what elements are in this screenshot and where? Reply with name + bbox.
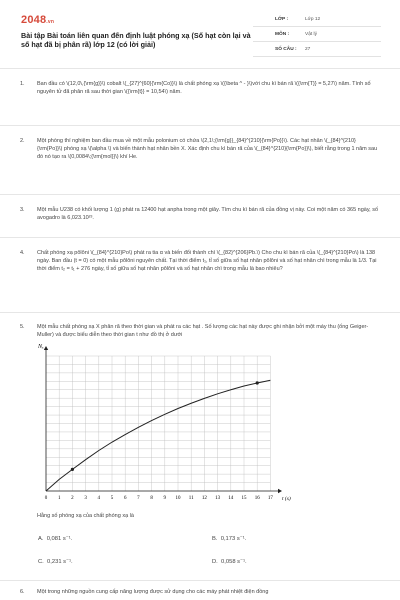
x-tick-label: 10 — [175, 496, 181, 501]
meta-value: Vật lý — [305, 32, 317, 37]
question-number: 6. — [20, 589, 25, 595]
option-value: 0,173 s⁻¹. — [220, 536, 247, 542]
decay-curve — [46, 380, 270, 491]
option-label: A. — [38, 536, 44, 542]
question-5-prompt — [20, 512, 380, 520]
x-tick-labels — [45, 496, 274, 501]
x-axis-label: t (s) — [282, 496, 291, 502]
meta-key: LỚP : — [275, 17, 289, 22]
option-value: 0,058 s⁻¹. — [221, 559, 247, 565]
meta-row-count — [253, 44, 381, 57]
option-value: 0,231 s⁻¹. — [47, 559, 73, 565]
x-tick-label: 14 — [228, 496, 234, 501]
x-tick-label: 7 — [137, 496, 140, 501]
question-text: Một trong những nguồn cung cấp năng lượng được sử dụng cho các máy phát nhiệt điện đồng — [37, 589, 269, 595]
x-tick-label: 5 — [110, 496, 114, 501]
option-label: D. — [212, 559, 218, 565]
question-5 — [20, 323, 380, 339]
x-tick-label: 8 — [150, 496, 153, 501]
chart-axes — [38, 344, 291, 502]
question-3 — [20, 206, 380, 222]
question-text: Hằng số phóng xạ của chất phóng xạ là — [37, 513, 134, 519]
marked-point — [71, 468, 74, 471]
question-number: 1. — [20, 81, 25, 87]
question-text: Chất phóng xạ pôlôni \(_{84}^{210}Po\) phát ra tia α và biến đổi thành chì \(_{82}^{206}Pb.\) Cho chu kì bán rã của \(_{84}^{210}Po\) là 138 ngày. Ban đầu (t = 0) có một mẫu pôlôni nguyên chất. Tại thời điểm t₁, tỉ số giữa số hạt nhân pôlôni và số hạt nhân chì trong mẫu là 1/3. Tại thời điểm t₂ = t₁ + 276 ngày, tỉ số giữa số hạt nhân pôlôni và số hạt nhân chì trong mẫu là bao nhiêu? — [37, 250, 377, 272]
section-divider — [0, 68, 400, 69]
x-tick-label: 6 — [123, 496, 127, 501]
question-4 — [20, 249, 380, 273]
section-divider — [0, 125, 400, 126]
section-divider — [0, 580, 400, 581]
option-label: C. — [38, 559, 44, 565]
x-tick-label: 2 — [71, 496, 74, 501]
x-tick-label: 3 — [84, 496, 87, 501]
x-tick-label: 12 — [201, 496, 207, 501]
option-value: 0,081 s⁻¹. — [46, 536, 73, 542]
y-axis-arrow — [44, 346, 48, 350]
x-tick-label: 15 — [241, 496, 247, 501]
option-c[interactable] — [38, 559, 73, 565]
section-divider — [0, 312, 400, 313]
x-tick-label: 9 — [163, 496, 167, 501]
section-divider — [0, 237, 400, 238]
section-divider — [0, 194, 400, 195]
x-tick-label: 17 — [267, 496, 273, 501]
question-text: Một mẫu U238 có khối lượng 1 (g) phát ra 12400 hạt anpha trong một giây. Tìm chu kì bán rã của đồng vị này. Coi một năm có 365 ngày, số avogadro là 6,023.10²³. — [37, 207, 379, 221]
site-logo[interactable] — [21, 14, 54, 26]
option-label: B. — [212, 536, 218, 542]
x-tick-label: 1 — [57, 496, 61, 501]
question-text: Ban đầu có \(12,0\,{\rm{g}}\) cobalt \(_{27}^{60}{\rm{Co}}\) là chất phóng xạ \({\beta ^ - }\)với chu kì bán rã \({\rm{T}} = 5,27\) năm. Tính số nguyên tử đã phân rã sau thời gian \({\rm{t}} = 10,54\) năm. — [37, 81, 371, 95]
question-number: 5. — [20, 324, 25, 330]
meta-table — [253, 14, 381, 59]
question-2 — [20, 137, 380, 161]
document-title: Bài tập Bài toán liên quan đến định luật phóng xạ (Số hạt còn lại và số hạt đã bị phân rã) lớp 12 (có lời giải) — [21, 31, 251, 49]
meta-row-subject — [253, 29, 381, 42]
x-tick-label: 16 — [254, 496, 260, 501]
meta-key: SỐ CÂU : — [275, 47, 297, 52]
option-b[interactable] — [212, 536, 246, 542]
meta-key: MÔN : — [275, 32, 290, 37]
question-number: 4. — [20, 250, 25, 256]
logo-suffix: .vn — [46, 19, 55, 25]
question-6 — [20, 588, 380, 596]
logo-text: 2048 — [21, 14, 47, 26]
x-tick-label: 0 — [44, 496, 48, 501]
x-axis-arrow — [278, 489, 282, 493]
marked-point — [256, 381, 259, 384]
meta-value: 27 — [305, 47, 311, 52]
chart-grid — [46, 356, 270, 491]
question-text: Một mẫu chất phóng xạ X phân rã theo thời gian và phát ra các hạt . Số lượng các hạt này được ghi nhận bởi một máy thu (ống Geiger-Muller) và được biểu diễn theo thời gian t như đồ thị ở dưới — [37, 324, 369, 338]
x-tick-label: 13 — [215, 496, 221, 501]
x-tick-label: 4 — [97, 496, 101, 501]
meta-value: Lớp 12 — [305, 17, 321, 22]
question-number: 2. — [20, 138, 25, 144]
x-tick-label: 11 — [188, 496, 194, 501]
option-d[interactable] — [212, 559, 247, 565]
decay-chart — [38, 338, 300, 508]
document-header — [21, 14, 381, 58]
question-number: 3. — [20, 207, 25, 213]
meta-row-class — [253, 14, 381, 27]
y-axis-label: Nₓ — [38, 344, 44, 350]
question-1 — [20, 80, 380, 96]
question-text: Một phòng thí nghiệm ban đầu mua về một mẫu polonium có chứa \(2,1\;{\rm{g}}_{84}^{210}{\rm{Po}}\). Các hạt nhân \(_{84}^{210}{\rm{Po}}\) phóng xạ \(\alpha \) và biến thành hạt nhân bền X. Xác định chu kì bán rã của \(_{84}^{210}{\rm{Po}}\), biết rằng trong 1 năm sau đó nó tạo ra \(0,0084\;{\rm{mol}}\) khí He. — [37, 138, 378, 160]
option-a[interactable] — [38, 536, 72, 542]
